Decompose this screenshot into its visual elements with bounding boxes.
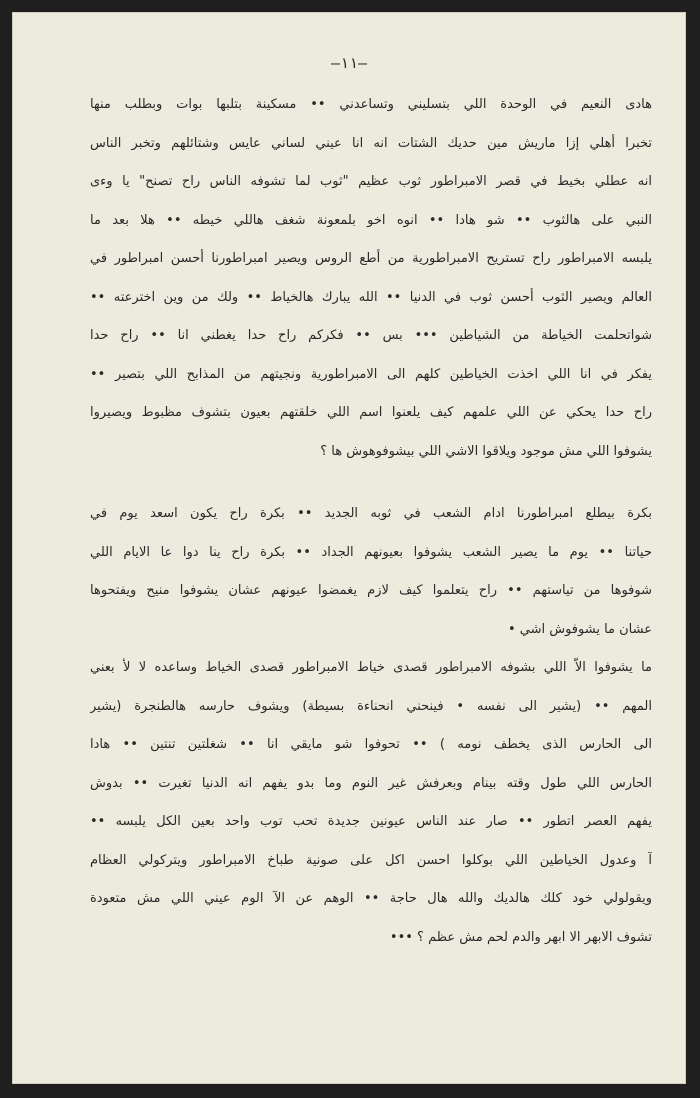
paragraph — [90, 649, 652, 957]
text-line: هادى النعيم في الوحدة اللي بتسليني وتساعدني •• مسكينة بتلبها بوات وبطلب منها — [90, 97, 652, 112]
page-number: —١١— — [330, 54, 368, 72]
text-line: المهم •• (يشير الى نفسه • فينحني انحناءة بسيطة) ويشوف حارسه هالطنجرة (يشير — [90, 698, 652, 714]
paragraph — [90, 86, 652, 471]
text-line: النبي على هالثوب •• شو هادا •• انوه اخو بلمعونة شغف هاللي خيطه •• هلا بعد ما — [90, 212, 652, 228]
text-line: حياتنا •• يوم ما يصير الشعب يشوفوا بعيونهم الجداد •• بكرة راح ينا دوا عا الايام اللي — [90, 544, 652, 560]
text-line: يفهم العصر اتطور •• صار عند الناس عيونين جديدة تحب توب واحد بعين الكل يلبسه •• — [90, 814, 652, 829]
text-line: تخبرا أهلي إزا ماريش مين حديك الشتات انه انا عيني لساني عايس وشتائلهم وتخبر الناس — [90, 135, 652, 151]
document-body — [90, 86, 652, 957]
text-line: الحارس اللي طول وقته بينام وبعرفش غير النوم وما بدو يفهم انه الدنيا تغيرت •• بدوش — [90, 775, 652, 791]
paragraph — [90, 495, 652, 649]
text-line: العالم ويصير الثوب أحسن ثوب في الدنيا •• الله يبارك هالخياط •• ولك من وين اخترعته •• — [90, 289, 652, 305]
text-line: راح حدا يحكي عن اللي علمهم كيف يلعنوا اسم اللي خلقتهم بعيون بتشوف مظبوط ويصيروا — [90, 405, 652, 420]
text-line: ما يشوفوا الاّ اللي بشوفه الامبراطور قصدى خياط الامبراطور قصدى الخياط وساعده لا لأ بعني — [90, 660, 652, 675]
text-line: آ وعدول الخياطين اللي بوكلوا احسن اكل على صونية طباخ الامبراطور ويتركولي العظام — [90, 852, 652, 868]
text-line: يلبسه الامبراطور راح تستريح الامبراطورية من أطع الروس ويصير امبراطورنا أحسن امبراطور في — [90, 251, 652, 266]
text-line: ويقولولي خود كلك هالديك والله هال حاجة •• الوهم عن الآ الوم عيني اللي مش متعودة — [90, 891, 652, 906]
paragraph-gap — [90, 471, 652, 495]
text-line: انه عطلي بخيط في قصر الامبراطور ثوب عظيم "ثوب لما تشوفه الناس راح تصنح" يا وءى — [90, 174, 652, 189]
text-line: شوفوها من تياستهم •• راح يتعلموا كيف لازم يغمضوا عيونهم عشان يشوفوا منيح ويفتحوها — [90, 583, 652, 598]
text-line: الى الحارس الذى يخطف نومه ) •• تحوفوا شو مايقي انا •• شغلتين تنتين •• هادا — [90, 737, 652, 752]
text-line: عشان ما يشوفوش اشي • — [507, 621, 652, 637]
document-page — [12, 12, 686, 1084]
text-line: تشوف الابهر الا ابهر والدم لحم مش عظم ؟ ••• — [389, 929, 652, 945]
text-line: يشوفوا اللي مش موجود ويلاقوا الاشي اللي بيشوفوهوش ها ؟ — [320, 443, 652, 459]
text-line: بكرة بيطلع امبراطورنا ادام الشعب في ثوبه الجديد •• بكرة راح يكون اسعد يوم في — [90, 506, 652, 521]
text-line: يفكر في انا اللي اخذت الخياطين كلهم الى الامبراطورية ونجيتهم من المذابح اللي بتصير •• — [90, 366, 652, 382]
text-line: شواتحلمت الخياطة من الشياطين ••• بس •• فكركم راح حدا يغطني انا •• راح حدا — [90, 328, 652, 343]
